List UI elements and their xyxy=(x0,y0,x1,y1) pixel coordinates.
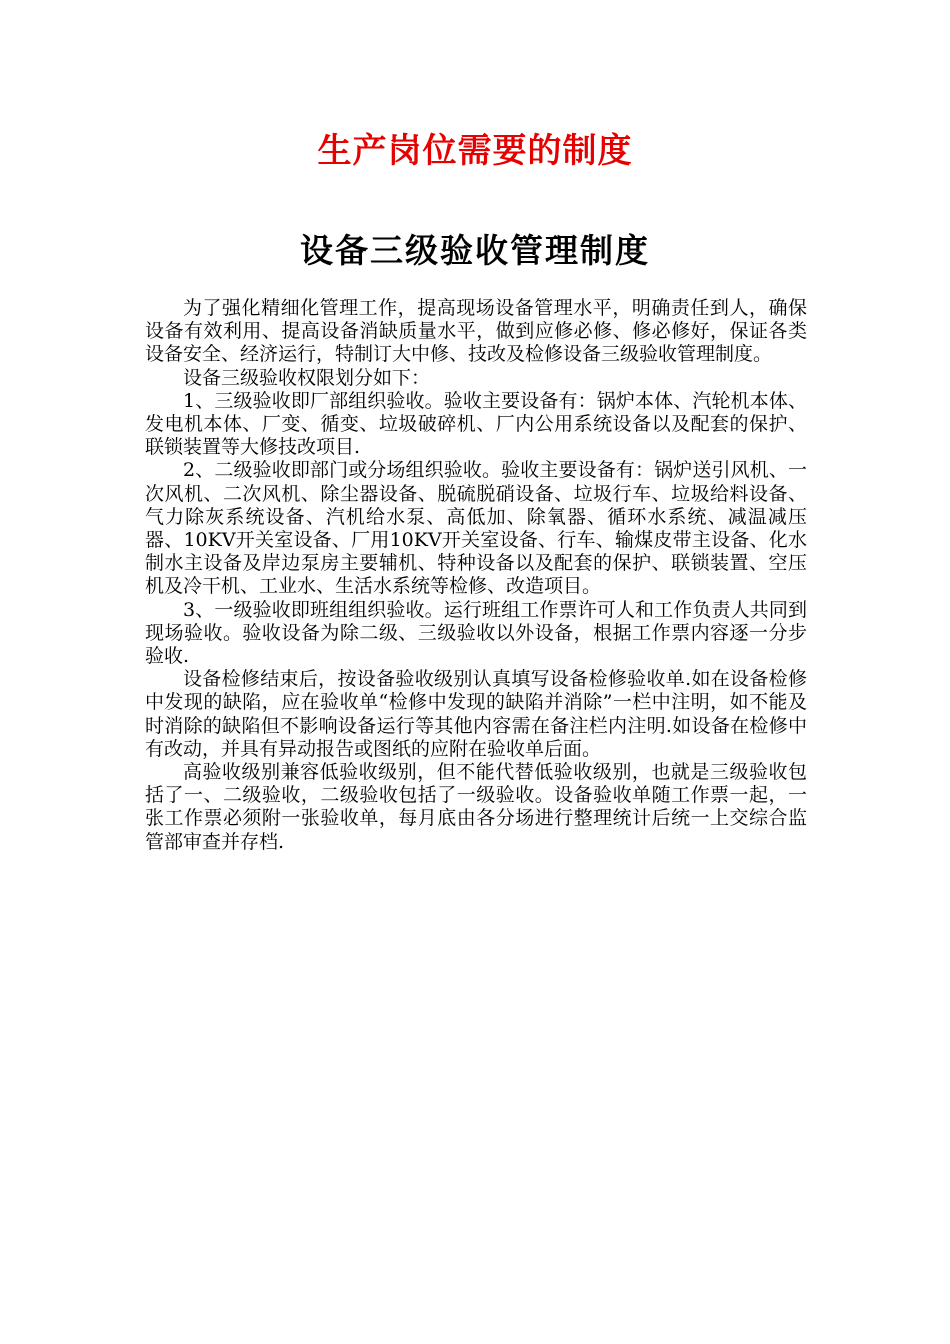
paragraph-intro: 为了强化精细化管理工作，提高现场设备管理水平，明确责任到人，确保设备有效利用、提高设备消缺质量水平，做到应修必修、修必修好，保证各类设备安全、经济运行，特制订大中修、技改及检修设备三级验收管理制度。 xyxy=(145,297,807,366)
sub-title: 设备三级验收管理制度 xyxy=(300,231,650,270)
body-text xyxy=(145,297,807,854)
paragraph-acceptance-form: 设备检修结束后，按设备验收级别认真填写设备检修验收单.如在设备检修中发现的缺陷，应在验收单“检修中发现的缺陷并消除”一栏中注明，如不能及时消除的缺陷但不影响设备运行等其他内容需在备注栏内注明.如设备在检修中有改动，并具有异动报告或图纸的应附在验收单后面。 xyxy=(145,668,807,760)
paragraph-division-heading: 设备三级验收权限划分如下： xyxy=(183,366,431,389)
main-title: 生产岗位需要的制度 xyxy=(317,131,633,171)
paragraph-level-two: 2、二级验收即部门或分场组织验收。验收主要设备有：锅炉送引风机、一次风机、二次风机、除尘器设备、脱硫脱硝设备、垃圾行车、垃圾给料设备、气力除灰系统设备、汽机给水泵、高低加、除氧器、循环水系统、减温减压器、10KV开关室设备、厂用10KV开关室设备、行车、输煤皮带主设备、化水制水主设备及岸边泵房主要辅机、特种设备以及配套的保护、联锁装置、空压机及冷干机、工业水、生活水系统等检修、改造项目。 xyxy=(145,459,807,598)
paragraph-level-three: 1、三级验收即厂部组织验收。验收主要设备有：锅炉本体、汽轮机本体、发电机本体、厂变、循变、垃圾破碎机、厂内公用系统设备以及配套的保护、联锁装置等大修技改项目. xyxy=(145,389,807,459)
paragraph-compatibility: 高验收级别兼容低验收级别，但不能代替低验收级别，也就是三级验收包括了一、二级验收，二级验收包括了一级验收。设备验收单随工作票一起，一张工作票必须附一张验收单，每月底由各分场进行整理统计后统一上交综合监管部审查并存档. xyxy=(145,761,807,853)
paragraph-level-one: 3、一级验收即班组组织验收。运行班组工作票许可人和工作负责人共同到现场验收。验收设备为除二级、三级验收以外设备，根据工作票内容逐一分步验收. xyxy=(145,598,807,668)
